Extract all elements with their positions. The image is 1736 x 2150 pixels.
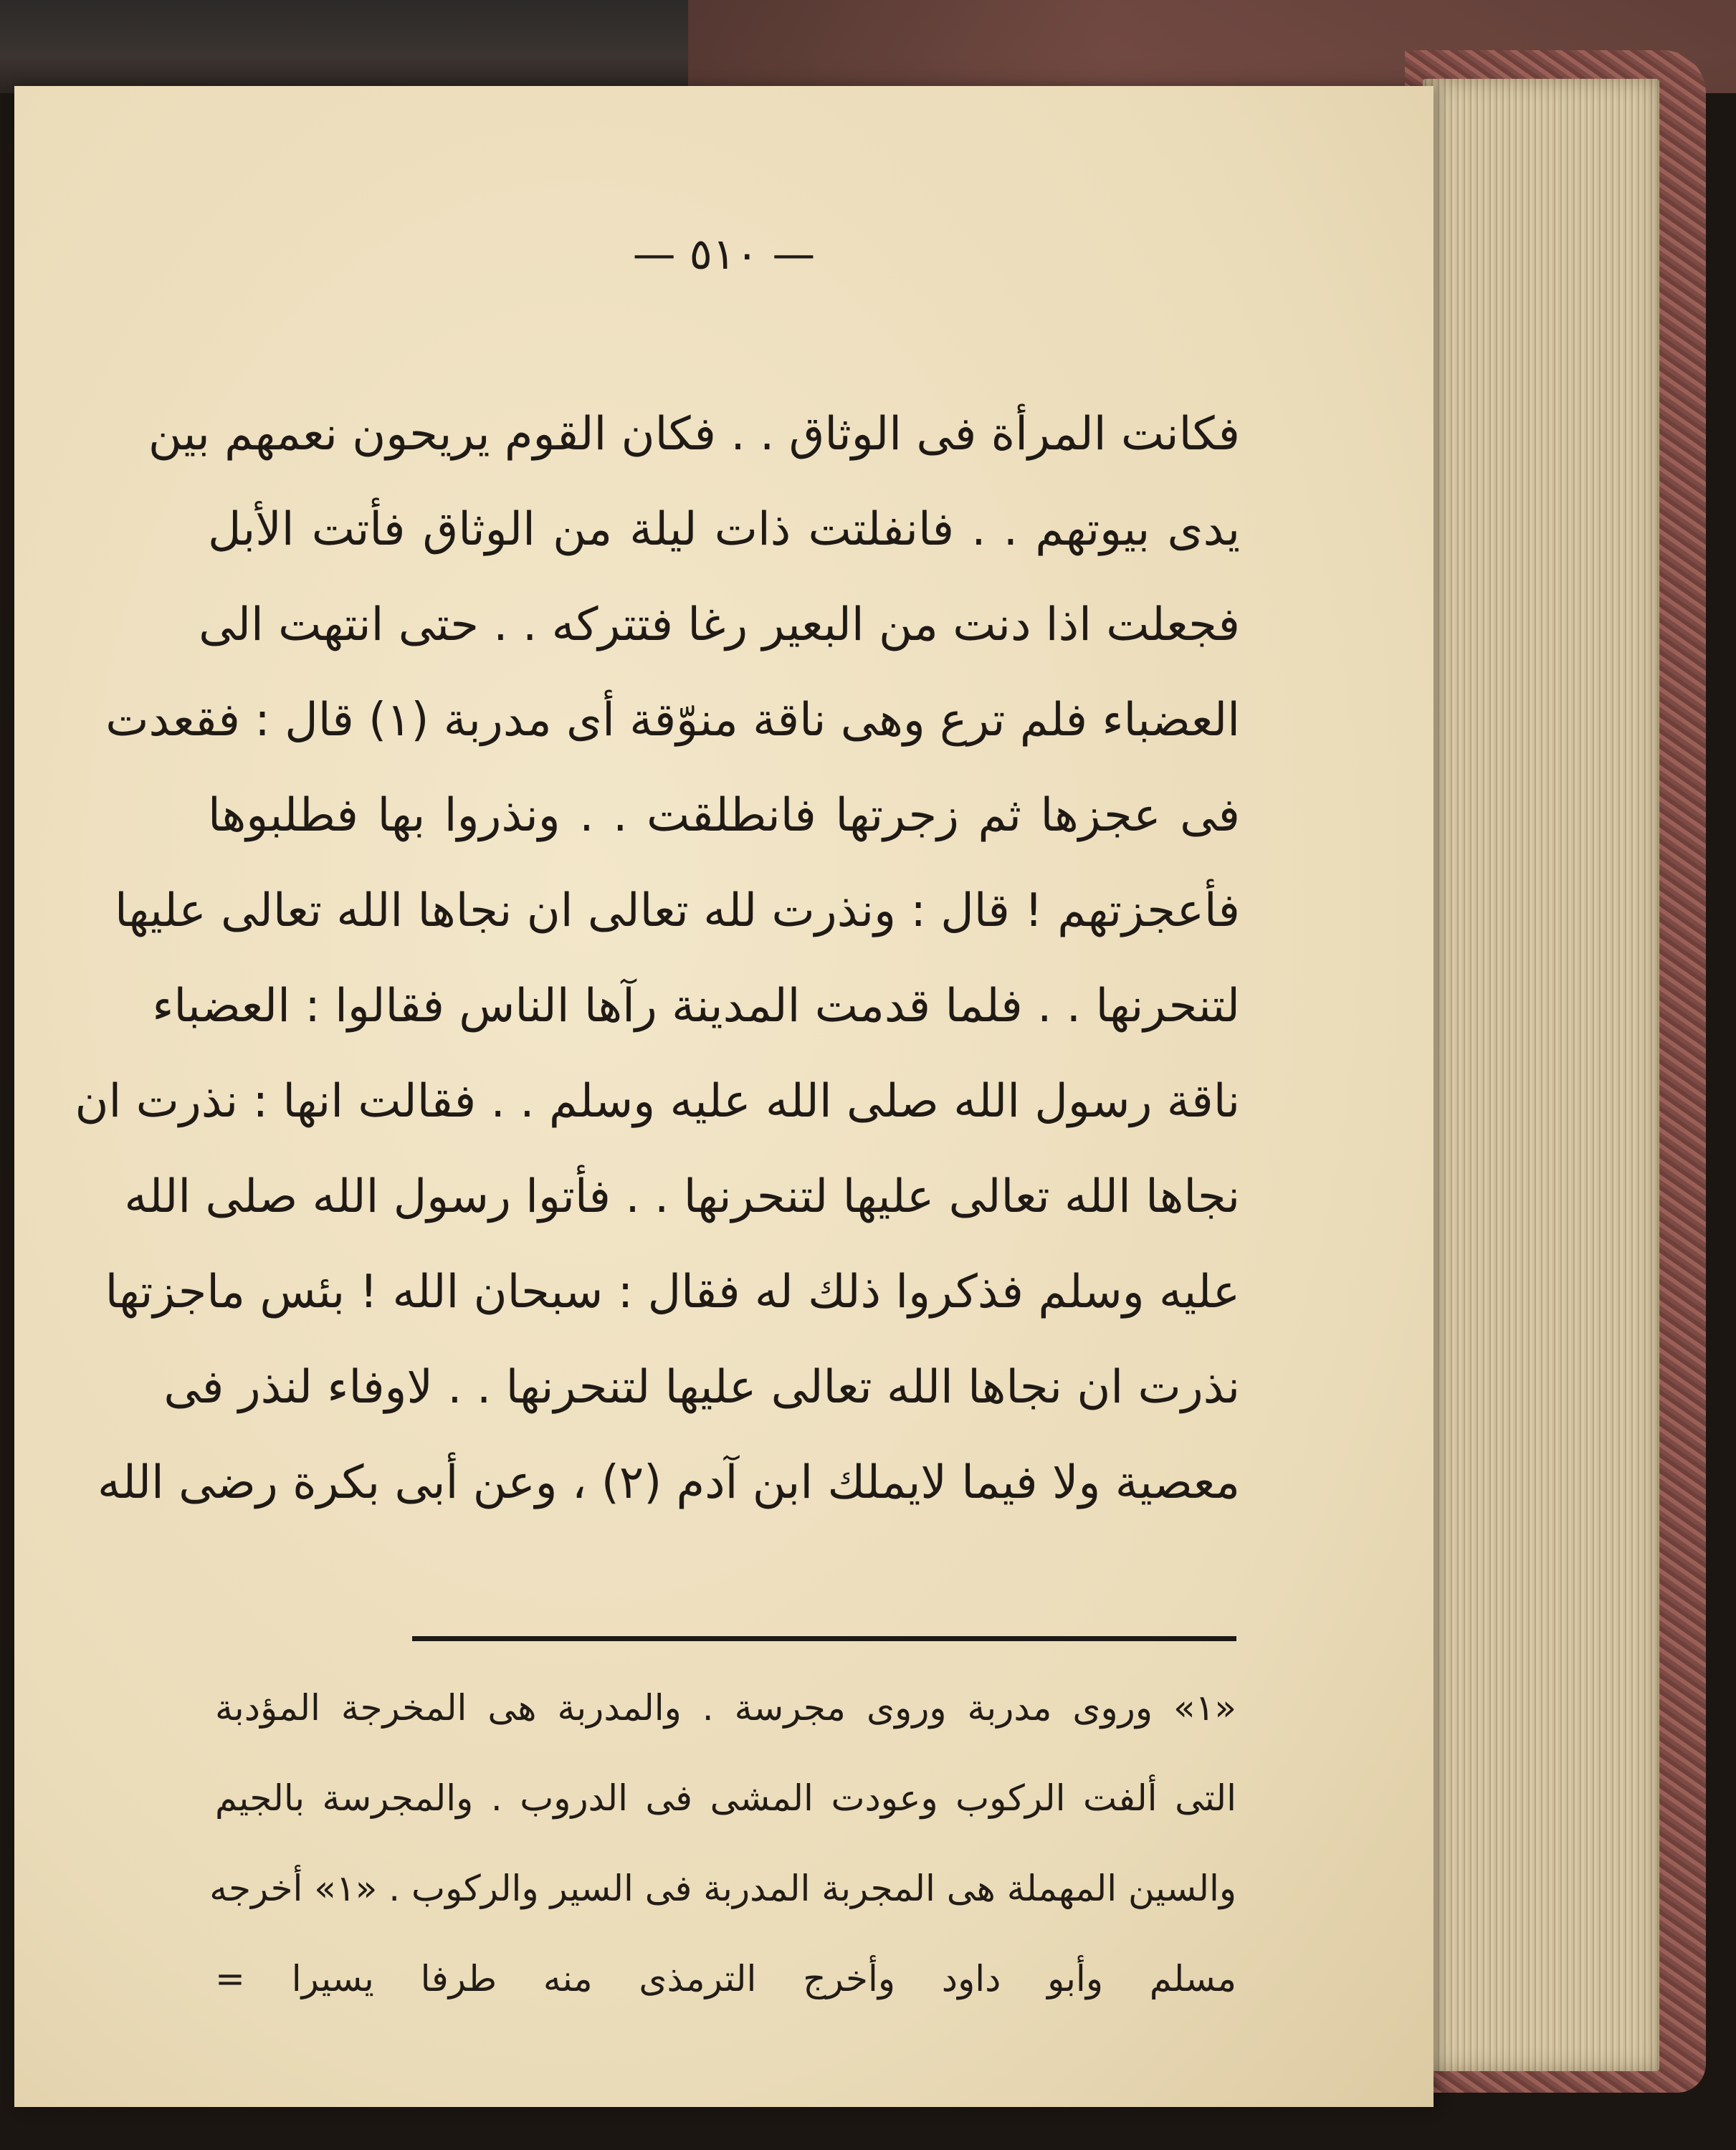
footnote-line: «١» وروى مدربة وروى مجرسة . والمدربة هى المخرجة المؤدبة (215, 1687, 1236, 1729)
main-text (75, 387, 1240, 1531)
footnotes (209, 1663, 1236, 2024)
footnote-line: مسلم وأبو داود وأخرج الترمذى منه طرفا يسيرا = (215, 1958, 1236, 2000)
footnote-line: التى ألفت الركوب وعودت المشى فى الدروب . والمجرسة بالجيم (215, 1777, 1236, 1819)
text-line: يدى بيوتهم . . فانفلتت ذات ليلة من الوثاق فأتت الأبل (208, 503, 1240, 556)
text-line: فى عجزها ثم زجرتها فانطلقت . . ونذروا بها فطلبوها (208, 789, 1240, 842)
text-line: نذرت ان نجاها الله تعالى عليها لتنحرنها . . لاوفاء لنذر فى (163, 1361, 1240, 1414)
text-line: لتنحرنها . . فلما قدمت المدينة رآها الناس فقالوا : العضباء (152, 980, 1240, 1033)
text-line: نجاها الله تعالى عليها لتنحرنها . . فأتوا رسول الله صلى الله (124, 1170, 1240, 1223)
footnote-line: والسين المهملة هى المجربة المدربة فى السير والركوب . «١» أخرجه (209, 1868, 1236, 1909)
text-line: معصية ولا فيما لايملك ابن آدم (٢) ، وعن أبى بكرة رضى الله (97, 1456, 1240, 1509)
page-number: — ٥١٠ — (632, 229, 816, 280)
footnote-divider (412, 1636, 1236, 1641)
text-line: ناقة رسول الله صلى الله عليه وسلم . . فقالت انها : نذرت ان (75, 1075, 1240, 1128)
text-line: فجعلت اذا دنت من البعير رغا فتتركه . . حتى انتهت الى (199, 598, 1240, 651)
text-line: العضباء فلم ترع وهى ناقة منوّقة أى مدربة (١) قال : فقعدت (105, 694, 1240, 747)
text-line: فكانت المرأة فى الوثاق . . فكان القوم يريحون نعمهم بين (148, 408, 1240, 461)
book-page (14, 86, 1434, 2107)
page-edges (1423, 79, 1659, 2071)
text-line: فأعجزتهم ! قال : ونذرت لله تعالى ان نجاها الله تعالى عليها (114, 884, 1240, 937)
text-line: عليه وسلم فذكروا ذلك له فقال : سبحان الله ! بئس ماجزتها (105, 1266, 1240, 1319)
